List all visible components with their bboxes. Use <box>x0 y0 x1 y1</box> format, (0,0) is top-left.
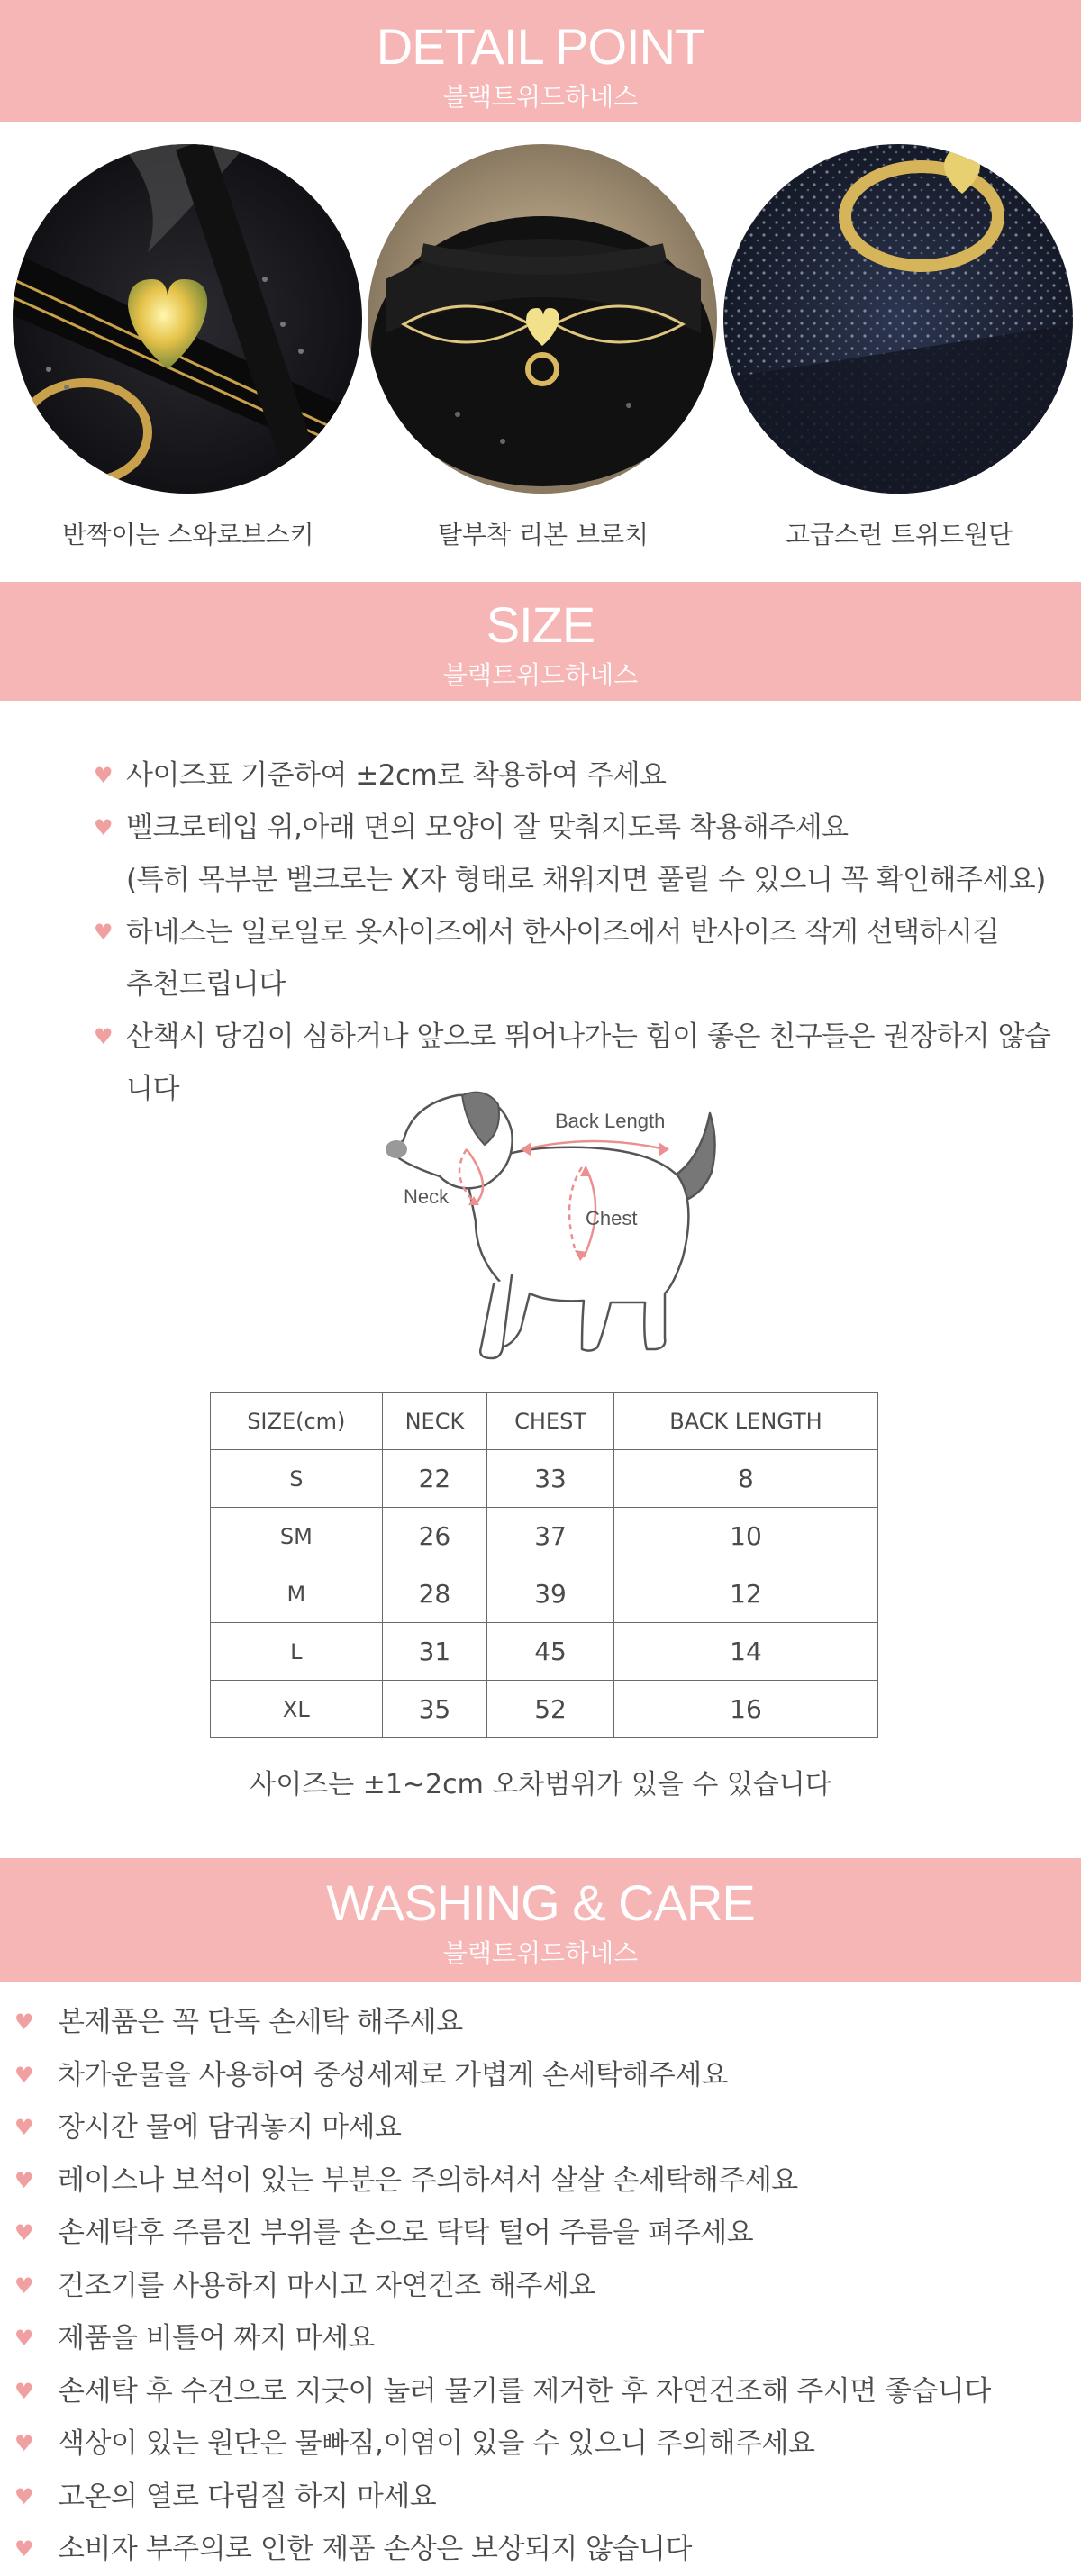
size-note <box>94 906 1067 1011</box>
size-note-line: 하네스는 일로일로 옷사이즈에서 한사이즈에서 반사이즈 작게 선택하시길 <box>126 916 999 948</box>
tweed-fabric-photo <box>723 144 1073 494</box>
table-cell: 12 <box>613 1565 877 1623</box>
heart-icon: ♥ <box>14 2167 34 2193</box>
size-subtitle: 블랙트위드하네스 <box>442 660 639 690</box>
care-item-text: 장시간 물에 담궈놓지 마세요 <box>58 2111 402 2144</box>
table-cell: 37 <box>487 1508 614 1565</box>
table-header: SIZE(cm) <box>211 1393 383 1450</box>
heart-icon: ♥ <box>14 2062 34 2088</box>
ribbon-brooch-photo <box>368 144 717 494</box>
heart-icon: ♥ <box>14 2272 34 2299</box>
heart-icon: ♥ <box>14 2009 34 2035</box>
care-item <box>14 2471 1068 2524</box>
detail-point-subtitle: 블랙트위드하네스 <box>442 82 639 112</box>
care-item <box>14 2365 1068 2418</box>
caption-swarovski: 반짝이는 스와로브스키 <box>62 520 314 549</box>
size-table <box>210 1392 878 1738</box>
care-item <box>14 2207 1068 2260</box>
table-cell: 52 <box>487 1681 614 1738</box>
care-item <box>14 2523 1068 2576</box>
heart-icon: ♥ <box>14 2483 34 2509</box>
heart-icon: ♥ <box>14 2326 34 2351</box>
size-note-line: 사이즈표 기준하여 ±2cm로 착용하여 주세요 <box>126 759 667 792</box>
heart-icon: ♥ <box>94 1024 114 1049</box>
washing-care-subtitle: 블랙트위드하네스 <box>442 1938 639 1968</box>
heart-icon: ♥ <box>14 2536 34 2562</box>
size-table-header-row <box>211 1393 878 1450</box>
size-banner <box>0 582 1081 701</box>
table-cell: 33 <box>487 1450 614 1508</box>
detail-point-title: DETAIL POINT <box>376 18 705 75</box>
table-cell: 45 <box>487 1623 614 1681</box>
table-cell: 8 <box>613 1450 877 1508</box>
table-cell: 14 <box>613 1623 877 1681</box>
care-item-text: 본제품은 꼭 단독 손세탁 해주세요 <box>58 2006 463 2038</box>
table-cell: 22 <box>382 1450 487 1508</box>
table-header: CHEST <box>487 1393 614 1450</box>
size-title: SIZE <box>486 596 595 653</box>
table-row <box>211 1623 878 1681</box>
care-item-text: 소비자 부주의로 인한 제품 손상은 보상되지 않습니다 <box>58 2533 692 2565</box>
heart-icon: ♥ <box>14 2431 34 2456</box>
dog-measurement-diagram <box>377 1077 737 1374</box>
care-item <box>14 2312 1068 2365</box>
table-cell: M <box>211 1565 383 1623</box>
detail-point-banner <box>0 0 1081 122</box>
table-cell: 31 <box>382 1623 487 1681</box>
neck-label: Neck <box>404 1185 450 1208</box>
table-cell: L <box>211 1623 383 1681</box>
heart-icon: ♥ <box>94 920 114 945</box>
table-row <box>211 1565 878 1623</box>
care-item <box>14 2154 1068 2208</box>
table-cell: 39 <box>487 1565 614 1623</box>
size-tolerance-note: 사이즈는 ±1~2cm 오차범위가 있을 수 있습니다 <box>250 1769 831 1800</box>
table-cell: 35 <box>382 1681 487 1738</box>
table-header: NECK <box>382 1393 487 1450</box>
care-item-text: 레이스나 보석이 있는 부분은 주의하셔서 살살 손세탁해주세요 <box>58 2163 798 2197</box>
table-header: BACK LENGTH <box>613 1393 877 1450</box>
table-row <box>211 1450 878 1508</box>
table-row <box>211 1681 878 1738</box>
table-cell: 10 <box>613 1508 877 1565</box>
washing-care-title: WASHING & CARE <box>326 1874 755 1931</box>
size-note-line: 추천드립니다 <box>126 968 286 1001</box>
care-item <box>14 1996 1068 2049</box>
table-cell: 28 <box>382 1565 487 1623</box>
table-cell: XL <box>211 1681 383 1738</box>
heart-icon: ♥ <box>14 2115 34 2140</box>
size-note <box>94 802 1067 906</box>
heart-icon: ♥ <box>94 815 114 840</box>
care-item-text: 제품을 비틀어 짜지 마세요 <box>58 2322 375 2354</box>
table-cell: 26 <box>382 1508 487 1565</box>
caption-tweed-fabric: 고급스런 트위드원단 <box>785 520 1013 549</box>
care-item <box>14 2101 1068 2154</box>
table-cell: S <box>211 1450 383 1508</box>
back-length-label: Back Length <box>555 1110 666 1132</box>
swarovski-detail-photo <box>13 144 362 494</box>
heart-icon: ♥ <box>14 2220 34 2245</box>
table-cell: SM <box>211 1508 383 1565</box>
care-item-text: 손세탁후 주름진 부위를 손으로 탁탁 털어 주름을 펴주세요 <box>58 2217 754 2249</box>
care-item-text: 건조기를 사용하지 마시고 자연건조 해주세요 <box>58 2269 595 2302</box>
care-instructions-list <box>14 1996 1068 2576</box>
size-note-line: 산책시 당김이 심하거나 앞으로 뛰어나가는 힘이 좋은 친구들은 권장하지 않습니다 <box>126 1020 1051 1105</box>
table-cell: 16 <box>613 1681 877 1738</box>
size-note <box>94 749 1067 802</box>
size-note-line: (특히 목부분 벨크로는 X자 형태로 채워지면 풀릴 수 있으니 꼭 확인해주세요) <box>126 864 1046 896</box>
size-notes-list <box>94 749 1067 1115</box>
care-item-text: 차가운물을 사용하여 중성세제로 가볍게 손세탁해주세요 <box>58 2058 729 2091</box>
care-item-text: 색상이 있는 원단은 물빠짐,이염이 있을 수 있으니 주의해주세요 <box>58 2427 815 2460</box>
table-row <box>211 1508 878 1565</box>
care-item <box>14 2049 1068 2102</box>
size-note-line: 벨크로테입 위,아래 면의 모양이 잘 맞춰지도록 착용해주세요 <box>126 812 849 844</box>
chest-label: Chest <box>586 1207 638 1229</box>
care-item-text: 고온의 열로 다림질 하지 마세요 <box>58 2480 437 2513</box>
caption-ribbon-brooch: 탈부착 리본 브로치 <box>437 520 650 549</box>
heart-icon: ♥ <box>94 763 114 788</box>
care-item <box>14 2260 1068 2313</box>
heart-icon: ♥ <box>14 2378 34 2404</box>
washing-care-banner <box>0 1858 1081 1982</box>
care-item <box>14 2417 1068 2471</box>
care-item-text: 손세탁 후 수건으로 지긋이 눌러 물기를 제거한 후 자연건조해 주시면 좋습니다 <box>58 2374 991 2408</box>
